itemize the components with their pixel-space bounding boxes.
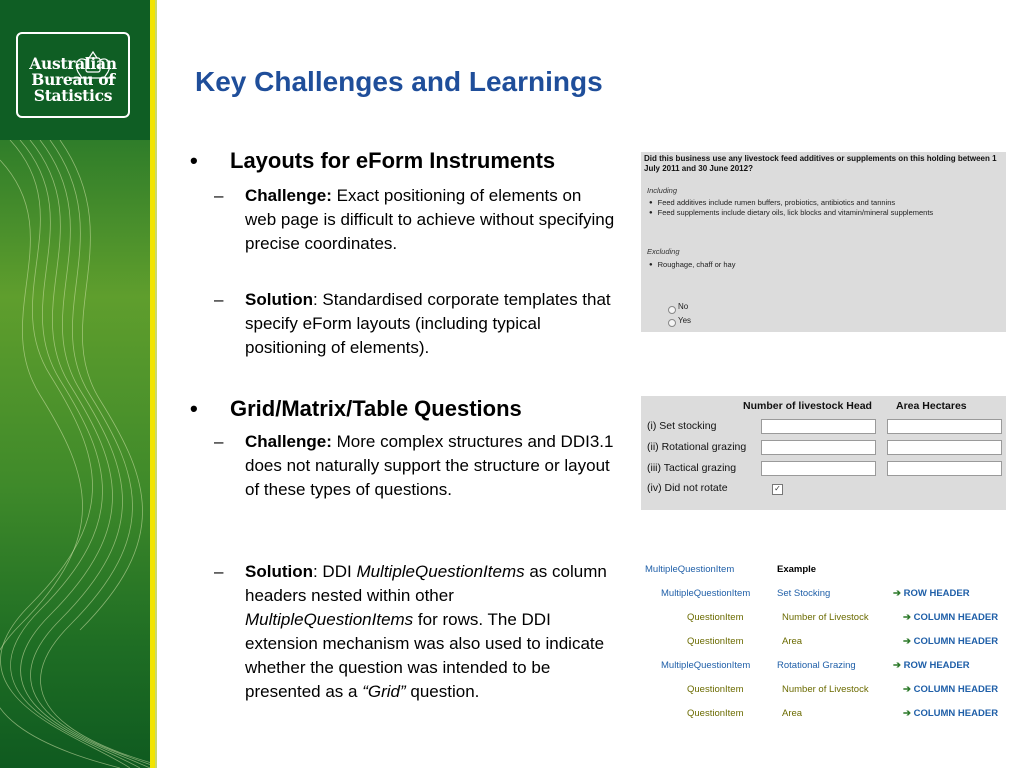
ddi-item-type: MultipleQuestionItem xyxy=(645,564,735,575)
solution-body: : Standardised corporate templates that specify eForm layouts (including typical positioning of elements). xyxy=(245,290,611,357)
bullet-marker: • xyxy=(190,396,198,421)
logo-line-1: Australian xyxy=(29,54,117,73)
ddi-role xyxy=(893,660,970,671)
column-header-area: Area Hectares xyxy=(896,400,967,412)
challenge-text xyxy=(245,184,617,256)
solution-body: question. xyxy=(405,682,480,701)
solution-term: MultipleQuestionItems xyxy=(245,610,414,629)
column-header-head: Number of livestock Head xyxy=(743,400,872,412)
sidebar-banner xyxy=(0,0,150,768)
logo-line-2: Bureau of xyxy=(31,70,115,89)
ddi-role xyxy=(903,636,998,647)
excluding-label: Excluding xyxy=(647,247,680,256)
ddi-role-text: COLUMN HEADER xyxy=(913,612,999,623)
grid-input-area[interactable] xyxy=(887,419,1002,434)
radio-label-no: No xyxy=(678,302,689,311)
grid-row-label: (iii) Tactical grazing xyxy=(647,462,737,474)
arrow-right-icon: ➔ xyxy=(893,660,901,671)
ddi-item-type: QuestionItem xyxy=(687,612,744,623)
solution-label: Solution xyxy=(245,290,313,309)
ddi-role-text: ROW HEADER xyxy=(903,660,970,671)
arrow-right-icon: ➔ xyxy=(903,708,911,719)
grid-input-area[interactable] xyxy=(887,440,1002,455)
solution-term: MultipleQuestionItems xyxy=(356,562,525,581)
grid-question-screenshot xyxy=(641,396,1006,510)
ddi-role-text: COLUMN HEADER xyxy=(913,636,999,647)
grid-input-head[interactable] xyxy=(761,419,876,434)
grid-row-label: (iv) Did not rotate xyxy=(647,482,728,494)
arrow-right-icon: ➔ xyxy=(903,636,911,647)
grid-row-label: (ii) Rotational grazing xyxy=(647,441,747,453)
including-item: ● Feed additives include rumen buffers, probiotics, antibiotics and tannins xyxy=(649,198,895,207)
radio-yes[interactable] xyxy=(668,319,676,327)
eform-question-screenshot xyxy=(641,152,1006,332)
abs-logo xyxy=(16,32,130,118)
challenge-body: Exact positioning of elements on web page is difficult to achieve without specifying precise coordinates. xyxy=(245,186,615,253)
bullet-marker: • xyxy=(190,148,198,173)
including-label: Including xyxy=(647,186,678,195)
ddi-item-value: Area xyxy=(782,708,803,719)
ddi-structure-table xyxy=(641,560,1016,730)
ddi-item-type: QuestionItem xyxy=(687,708,744,719)
ddi-role xyxy=(893,588,970,599)
dash-marker: – xyxy=(214,562,224,581)
did-not-rotate-checkbox[interactable]: ✓ xyxy=(772,484,783,495)
arrow-right-icon: ➔ xyxy=(903,684,911,695)
ddi-item-value: Area xyxy=(782,636,803,647)
ddi-role xyxy=(903,708,998,719)
including-item: ● Feed supplements include dietary oils, lick blocks and vitamin/mineral supplements xyxy=(649,208,933,217)
ddi-item-value: Number of Livestock xyxy=(782,684,869,695)
ddi-item-value: Set Stocking xyxy=(777,588,831,599)
logo-line-3: Statistics xyxy=(33,86,113,105)
grid-input-area[interactable] xyxy=(887,461,1002,476)
dash-marker: – xyxy=(214,290,224,309)
solution-body: : DDI xyxy=(312,562,357,581)
slide-title: Key Challenges and Learnings xyxy=(195,66,603,97)
solution-body: as column headers nested within other xyxy=(245,562,607,605)
ddi-item-type: MultipleQuestionItem xyxy=(661,660,751,671)
grid-input-head[interactable] xyxy=(761,461,876,476)
solution-body: for rows. The DDI extension mechanism was also used to indicate whether the question was intended to be presented as a xyxy=(245,610,605,701)
ddi-role-text: COLUMN HEADER xyxy=(913,684,999,695)
arrow-right-icon: ➔ xyxy=(903,612,911,623)
solution-text xyxy=(245,560,607,704)
wave-decoration xyxy=(0,140,150,768)
challenge-text xyxy=(245,430,620,502)
eform-question-text: Did this business use any livestock feed additives or supplements on this holding between 1 July 2011 and 30 June 2012? xyxy=(644,154,997,173)
solution-term: “Grid” xyxy=(362,682,406,701)
ddi-item-type: QuestionItem xyxy=(687,684,744,695)
bullet-heading: Layouts for eForm Instruments xyxy=(230,148,556,173)
solution-label: Solution xyxy=(245,562,313,581)
solution-text xyxy=(245,288,620,360)
radio-no[interactable] xyxy=(668,306,676,314)
ddi-item-value: Example xyxy=(777,564,817,575)
ddi-item-type: MultipleQuestionItem xyxy=(661,588,751,599)
arrow-right-icon: ➔ xyxy=(893,588,901,599)
ddi-role-text: COLUMN HEADER xyxy=(913,708,999,719)
dash-marker: – xyxy=(214,186,224,205)
radio-label-yes: Yes xyxy=(678,316,692,325)
challenge-body: More complex structures and DDI3.1 does not naturally support the structure or layout of these types of questions. xyxy=(245,432,614,499)
ddi-role-text: ROW HEADER xyxy=(903,588,970,599)
ddi-item-value: Rotational Grazing xyxy=(777,660,856,671)
ddi-item-type: QuestionItem xyxy=(687,636,744,647)
ddi-role xyxy=(903,612,998,623)
grid-input-head[interactable] xyxy=(761,440,876,455)
challenge-label: Challenge: xyxy=(245,186,332,205)
dash-marker: – xyxy=(214,432,224,451)
stripe-highlight xyxy=(155,0,157,768)
challenge-label: Challenge: xyxy=(245,432,332,451)
ddi-role xyxy=(903,684,998,695)
ddi-item-value: Number of Livestock xyxy=(782,612,869,623)
excluding-item: ● Roughage, chaff or hay xyxy=(649,260,735,269)
bullet-heading: Grid/Matrix/Table Questions xyxy=(230,396,522,421)
grid-row-label: (i) Set stocking xyxy=(647,420,717,432)
